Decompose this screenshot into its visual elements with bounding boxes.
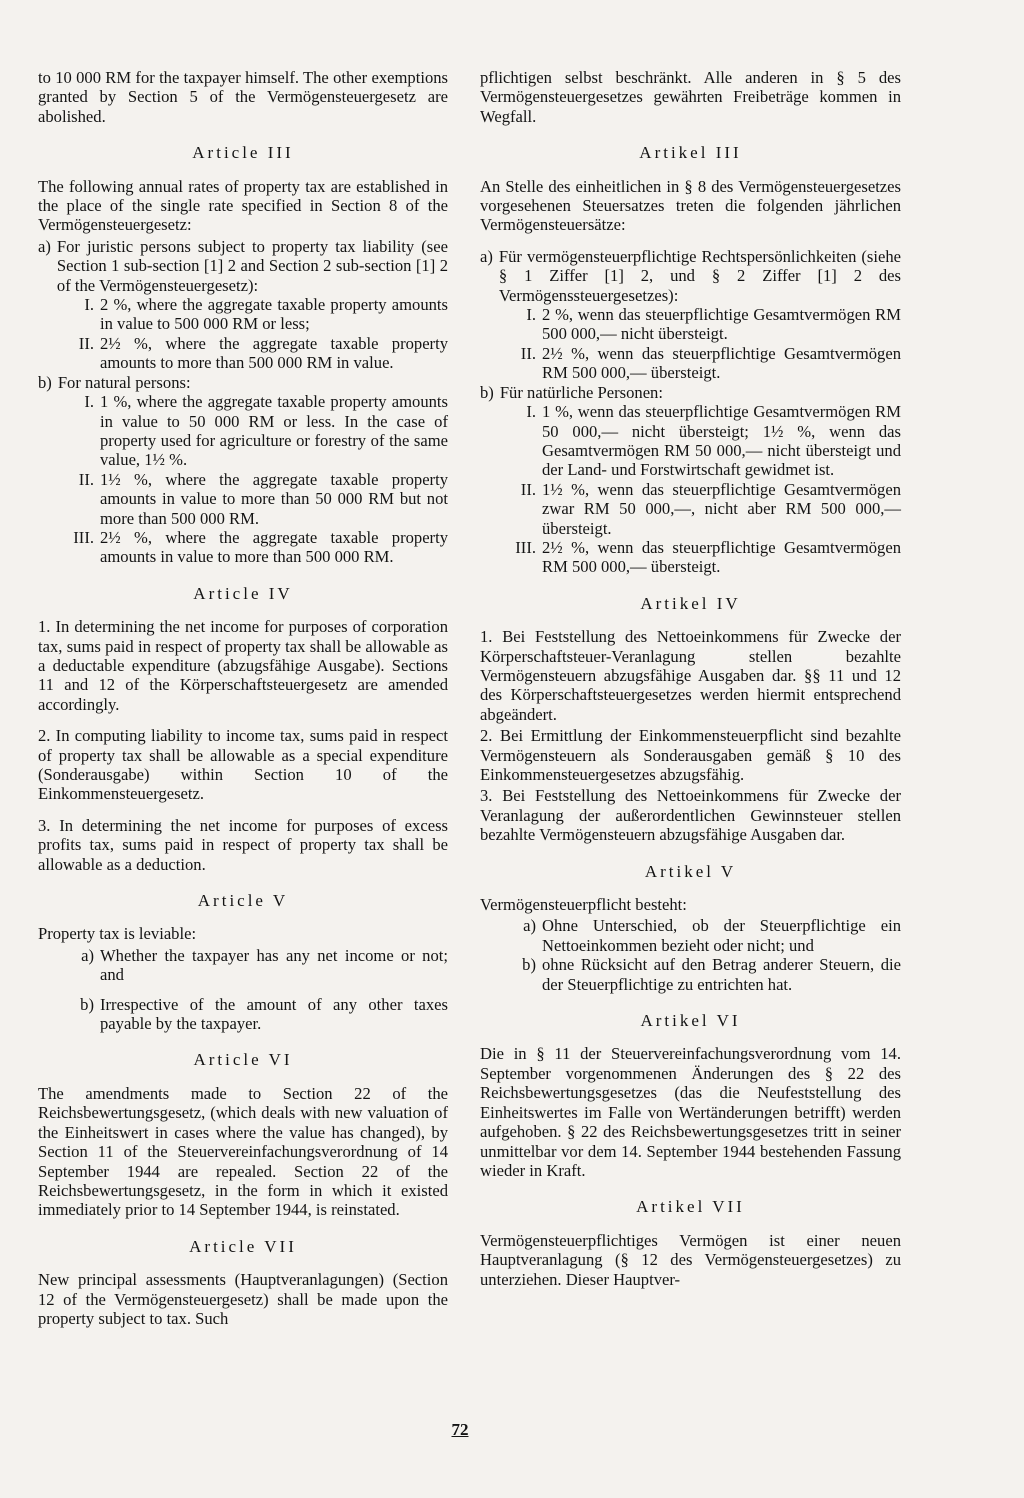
english-art5-item-b xyxy=(38,995,448,1034)
english-item-b-i xyxy=(38,392,448,470)
item-label: III. xyxy=(515,537,536,557)
german-item-b-i xyxy=(480,402,901,480)
item-text: Whether the taxpayer has any net income or not; and xyxy=(100,945,448,985)
english-article-iv-p3: 3. In determining the net income for purposes of excess profits tax, sums paid in respect of property tax shall be allowable as a deduction. xyxy=(38,815,448,874)
german-item-b xyxy=(480,383,901,402)
item-label: II. xyxy=(520,479,536,499)
german-artikel-vii-p1: Vermögensteuerpflichtiges Vermögen ist einer neuen Hauptveranlagung (§ 12 des Vermögensteuergesetzes) zu unterziehen. Dieser Hauptver- xyxy=(480,1230,901,1289)
german-artikel-vii-heading: Artikel VII xyxy=(636,1197,745,1217)
item-label: I. xyxy=(84,392,94,412)
german-artikel-iv-p3: 3. Bei Feststellung des Nettoeinkommens für Zwecke der Veranlagung der außerordentlichen Gewinnsteuer stellen bezahlte Vermögensteuern abzugsfähige Ausgaben dar. xyxy=(480,786,901,845)
item-label: b) xyxy=(480,382,494,402)
item-label: a) xyxy=(480,246,493,266)
english-article-iii-intro: The following annual rates of property tax are established in the place of the single rate specified in Section 8 of the Vermögensteuergesetz: xyxy=(38,176,448,235)
item-text: ohne Rücksicht auf den Betrag anderer Steuern, die der Steuerpflichtige zu entrichten hat. xyxy=(542,955,901,994)
item-text: 2 %, wenn das steuerpflichtige Gesamtvermögen RM 500 000,— nicht übersteigt. xyxy=(542,305,901,344)
english-article-v-intro: Property tax is leviable: xyxy=(38,924,197,944)
item-label: b) xyxy=(80,994,94,1014)
german-artikel-iv-p1: 1. Bei Feststellung des Nettoeinkommens für Zwecke der Körperschaftsteuer-Veranlagung stellen bezahlte Vermögensteuern abzugsfähige Ausgaben dar. §§ 11 und 12 des Körperschaftsteuergesetzes werden hiermit entsprechend abgeändert. xyxy=(480,627,901,724)
item-label: b) xyxy=(522,955,536,975)
item-text: Für vermögensteuerpflichtige Rechtspersönlichkeiten (siehe § 1 Ziffer [1] 2, und § 2 Ziffer [1] 2 des Vermögenssteuergesetzes): xyxy=(498,246,901,305)
english-intro: to 10 000 RM for the taxpayer himself. The other exemptions granted by Section 5 of the Vermögensteuergesetz are abolished. xyxy=(38,68,448,126)
item-label: II. xyxy=(78,469,94,489)
english-article-v-heading: Article V xyxy=(197,891,289,911)
german-artikel-iii-heading: Artikel III xyxy=(639,143,742,163)
item-text: 2½ %, wenn das steuerpflichtige Gesamtvermögen RM 500 000,— übersteigt. xyxy=(542,343,901,383)
german-art5-item-a xyxy=(480,916,901,955)
english-column xyxy=(38,68,448,1340)
item-text: For juristic persons subject to property tax liability (see Section 1 sub-section [1] 2 and Section 2 sub-section [1] 2 of the Vermögensteuergesetz): xyxy=(56,236,448,295)
item-text: 1 %, wenn das steuerpflichtige Gesamtvermögen RM 50 000,— nicht übersteigt; 1½ %, wenn das Gesamtvermögen RM 50 000,— nicht übersteigt und der Land- und Forstwirtschaft gewidmet ist. xyxy=(542,402,901,480)
english-item-b xyxy=(38,373,448,392)
english-item-b-iii xyxy=(38,528,448,567)
page-number: 72 xyxy=(451,1420,469,1439)
english-article-vi-p1: The amendments made to Section 22 of the Reichsbewertungsgesetz, (which deals with new valuation of the Einheitswert in cases where the value has changed), by Section 11 of the Steuervereinfachungsverordnung of 14 September 1944 are repealed. Section 22 of the Reichsbewertungsgesetz, in the form in which it existed immediately prior to 14 September 1944, is reinstated. xyxy=(38,1083,448,1220)
german-artikel-iii-intro: An Stelle des einheitlichen in § 8 des Vermögensteuergesetzes vorgesehenen Steuersatzes treten die folgenden jährlichen Vermögensteuersätze: xyxy=(480,176,901,235)
german-art5-item-b xyxy=(480,955,901,994)
item-text: 2½ %, where the aggregate taxable property amounts to more than 500 000 RM in value. xyxy=(100,333,448,373)
item-label: III. xyxy=(73,527,94,547)
item-label: a) xyxy=(81,945,94,965)
german-item-a-i xyxy=(480,305,901,344)
item-label: a) xyxy=(523,916,536,936)
english-article-iv-p2: 2. In computing liability to income tax, sums paid in respect of property tax shall be allowable as a special expenditure (Sonderausgabe) within Section 10 of the Einkommensteuergesetz. xyxy=(38,726,448,804)
german-item-a-ii xyxy=(480,344,901,383)
english-article-vi-heading: Article VI xyxy=(193,1050,293,1070)
german-item-b-iii xyxy=(480,538,901,577)
english-article-iii-heading: Article III xyxy=(192,143,294,163)
german-intro: pflichtigen selbst beschränkt. Alle anderen in § 5 des Vermögensteuergesetzes gewährten Freibeträge kommen in Wegfall. xyxy=(480,68,901,126)
item-label: a) xyxy=(38,236,51,256)
german-artikel-v-heading: Artikel V xyxy=(644,861,737,881)
item-label: b) xyxy=(38,372,52,392)
english-article-iv-heading: Article IV xyxy=(193,583,293,603)
item-text: 1 %, where the aggregate taxable property amounts in value to 50 000 RM or less. In the case of property used for agriculture or forestry of the same value, 1½ %. xyxy=(100,392,448,470)
item-text: Irrespective of the amount of any other taxes payable by the taxpayer. xyxy=(100,994,448,1034)
english-item-a-i xyxy=(38,295,448,334)
item-label: I. xyxy=(526,402,536,422)
german-artikel-v-intro: Vermögensteuerpflicht besteht: xyxy=(480,895,687,915)
item-label: I. xyxy=(84,295,94,315)
german-artikel-vi-heading: Artikel VI xyxy=(640,1011,741,1031)
english-item-a-ii xyxy=(38,334,448,373)
german-artikel-vi-p1: Die in § 11 der Steuervereinfachungsverordnung vom 14. September vorgenommenen Änderungen des § 22 des Reichsbewertungsgesetzes (das die Neufeststellung des Einheitswertes im Falle von Wertänderungen betrifft) werden aufgehoben. § 22 des Reichsbewertungsgesetzes tritt in seiner unmittelbar vor dem 14. September 1944 bestehenden Fassung wieder in Kraft. xyxy=(480,1044,901,1180)
german-column xyxy=(480,68,901,1301)
english-article-vii-p1: New principal assessments (Hauptveranlagungen) (Section 12 of the Vermögensteuergesetz) shall be made upon the property subject to tax. Such xyxy=(38,1270,448,1328)
english-article-iv-p1: 1. In determining the net income for purposes of corporation tax, sums paid in respect of property tax shall be allowable as a deductable expenditure (abzugsfähige Ausgabe). Sections 11 and 12 of the Körperschaftsteuergesetz are amended accordingly. xyxy=(38,617,448,714)
german-item-b-ii xyxy=(480,480,901,538)
item-text: 2 %, where the aggregate taxable property amounts in value to 500 000 RM or less; xyxy=(100,295,448,334)
english-art5-item-a xyxy=(38,946,448,985)
english-item-b-ii xyxy=(38,470,448,528)
english-item-a xyxy=(38,237,448,295)
item-text: 1½ %, where the aggregate taxable property amounts in value to more than 50 000 RM but not more than 500 000 RM. xyxy=(100,469,448,528)
item-label: II. xyxy=(78,333,94,353)
item-text: Ohne Unterschied, ob der Steuerpflichtige ein Nettoeinkommen bezieht oder nicht; und xyxy=(542,916,901,955)
item-text: For natural persons: xyxy=(57,372,191,392)
item-label: I. xyxy=(526,305,536,325)
german-item-a xyxy=(480,247,901,305)
item-label: II. xyxy=(520,343,536,363)
item-text: 2½ %, wenn das steuerpflichtige Gesamtvermögen RM 500 000,— übersteigt. xyxy=(542,537,901,577)
item-text: 2½ %, where the aggregate taxable property amounts in value to more than 500 000 RM. xyxy=(100,527,448,567)
item-text: Für natürliche Personen: xyxy=(499,382,663,402)
german-artikel-iv-heading: Artikel IV xyxy=(640,593,741,613)
german-artikel-iv-p2: 2. Bei Ermittlung der Einkommensteuerpflicht sind bezahlte Vermögensteuern als Sonderausgaben gemäß § 10 des Einkommensteuergesetzes abzugsfähig. xyxy=(480,726,901,784)
item-text: 1½ %, wenn das steuerpflichtige Gesamtvermögen zwar RM 50 000,—, nicht aber RM 500 000,— übersteigt. xyxy=(542,479,901,538)
english-article-vii-heading: Article VII xyxy=(189,1236,297,1256)
